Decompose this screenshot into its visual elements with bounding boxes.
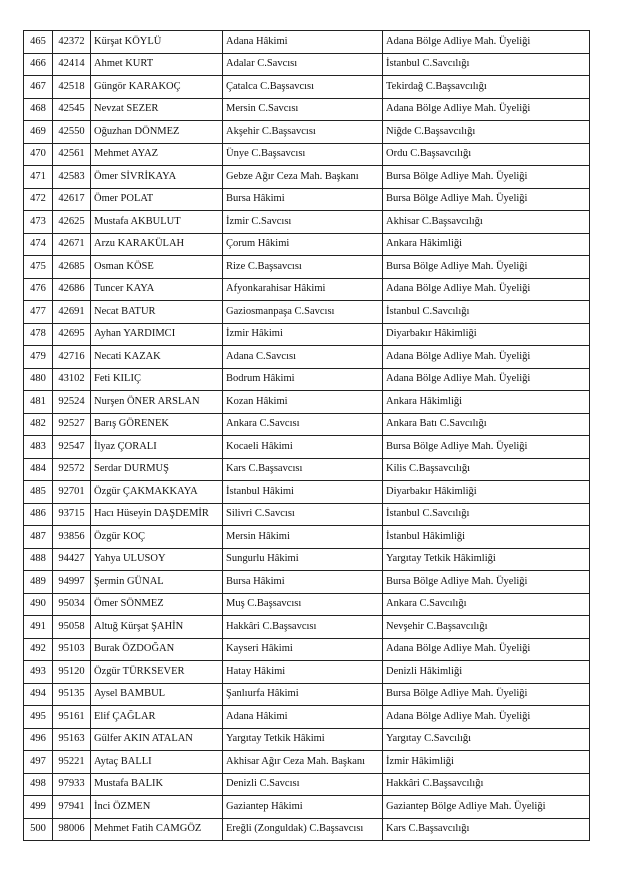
registry-number-cell: 42671 <box>53 233 91 256</box>
current-position-cell: Muş C.Başsavcısı <box>223 593 383 616</box>
new-position-cell: Bursa Bölge Adliye Mah. Üyeliği <box>383 683 590 706</box>
current-position-cell: Mersin Hâkimi <box>223 526 383 549</box>
new-position-cell: Hakkâri C.Başsavcılığı <box>383 773 590 796</box>
person-name-cell: Elif ÇAĞLAR <box>91 706 223 729</box>
registry-number-cell: 92527 <box>53 413 91 436</box>
new-position-cell: Adana Bölge Adliye Mah. Üyeliği <box>383 98 590 121</box>
registry-number-cell: 92572 <box>53 458 91 481</box>
person-name-cell: Tuncer KAYA <box>91 278 223 301</box>
row-number-cell: 466 <box>24 53 53 76</box>
new-position-cell: Yargıtay Tetkik Hâkimliği <box>383 548 590 571</box>
person-name-cell: Arzu KARAKÜLAH <box>91 233 223 256</box>
current-position-cell: Denizli C.Savcısı <box>223 773 383 796</box>
current-position-cell: Hatay Hâkimi <box>223 661 383 684</box>
person-name-cell: Özgür TÜRKSEVER <box>91 661 223 684</box>
table-row <box>24 481 590 504</box>
current-position-cell: Şanlıurfa Hâkimi <box>223 683 383 706</box>
table-row <box>24 616 590 639</box>
row-number-cell: 480 <box>24 368 53 391</box>
row-number-cell: 465 <box>24 31 53 54</box>
new-position-cell: Adana Bölge Adliye Mah. Üyeliği <box>383 638 590 661</box>
row-number-cell: 498 <box>24 773 53 796</box>
table-row <box>24 436 590 459</box>
current-position-cell: Adana Hâkimi <box>223 31 383 54</box>
table-row <box>24 706 590 729</box>
new-position-cell: Ordu C.Başsavcılığı <box>383 143 590 166</box>
table-row <box>24 661 590 684</box>
new-position-cell: Diyarbakır Hâkimliği <box>383 481 590 504</box>
current-position-cell: Gaziosmanpaşa C.Savcısı <box>223 301 383 324</box>
row-number-cell: 472 <box>24 188 53 211</box>
row-number-cell: 494 <box>24 683 53 706</box>
row-number-cell: 481 <box>24 391 53 414</box>
row-number-cell: 477 <box>24 301 53 324</box>
table-row <box>24 98 590 121</box>
current-position-cell: Bursa Hâkimi <box>223 188 383 211</box>
table-row <box>24 593 590 616</box>
registry-number-cell: 42372 <box>53 31 91 54</box>
current-position-cell: Ünye C.Başsavcısı <box>223 143 383 166</box>
person-name-cell: Mustafa AKBULUT <box>91 211 223 234</box>
person-name-cell: Yahya ULUSOY <box>91 548 223 571</box>
person-name-cell: Ahmet KURT <box>91 53 223 76</box>
person-name-cell: Şermin GÜNAL <box>91 571 223 594</box>
new-position-cell: Yargıtay C.Savcılığı <box>383 728 590 751</box>
table-row <box>24 278 590 301</box>
row-number-cell: 478 <box>24 323 53 346</box>
registry-number-cell: 95103 <box>53 638 91 661</box>
current-position-cell: Kozan Hâkimi <box>223 391 383 414</box>
new-position-cell: İstanbul C.Savcılığı <box>383 53 590 76</box>
registry-number-cell: 95058 <box>53 616 91 639</box>
current-position-cell: Bodrum Hâkimi <box>223 368 383 391</box>
table-row <box>24 728 590 751</box>
person-name-cell: Özgür ÇAKMAKKAYA <box>91 481 223 504</box>
registry-number-cell: 94997 <box>53 571 91 594</box>
person-name-cell: Hacı Hüseyin DAŞDEMİR <box>91 503 223 526</box>
new-position-cell: Gaziantep Bölge Adliye Mah. Üyeliği <box>383 796 590 819</box>
row-number-cell: 482 <box>24 413 53 436</box>
row-number-cell: 479 <box>24 346 53 369</box>
new-position-cell: Diyarbakır Hâkimliği <box>383 323 590 346</box>
table-row <box>24 31 590 54</box>
registry-number-cell: 42686 <box>53 278 91 301</box>
current-position-cell: Ankara C.Savcısı <box>223 413 383 436</box>
current-position-cell: Adana Hâkimi <box>223 706 383 729</box>
registry-number-cell: 97941 <box>53 796 91 819</box>
table-row <box>24 773 590 796</box>
table-row <box>24 188 590 211</box>
current-position-cell: İzmir Hâkimi <box>223 323 383 346</box>
table-row <box>24 53 590 76</box>
new-position-cell: Nevşehir C.Başsavcılığı <box>383 616 590 639</box>
new-position-cell: Adana Bölge Adliye Mah. Üyeliği <box>383 278 590 301</box>
table-row <box>24 368 590 391</box>
current-position-cell: İstanbul Hâkimi <box>223 481 383 504</box>
current-position-cell: Gaziantep Hâkimi <box>223 796 383 819</box>
new-position-cell: Adana Bölge Adliye Mah. Üyeliği <box>383 31 590 54</box>
table-row <box>24 818 590 841</box>
table-row <box>24 458 590 481</box>
new-position-cell: Ankara Hâkimliği <box>383 391 590 414</box>
person-name-cell: Gülfer AKIN ATALAN <box>91 728 223 751</box>
registry-number-cell: 42695 <box>53 323 91 346</box>
registry-number-cell: 42561 <box>53 143 91 166</box>
table-row <box>24 143 590 166</box>
row-number-cell: 487 <box>24 526 53 549</box>
row-number-cell: 473 <box>24 211 53 234</box>
person-name-cell: Mehmet AYAZ <box>91 143 223 166</box>
registry-number-cell: 95120 <box>53 661 91 684</box>
person-name-cell: Mehmet Fatih CAMGÖZ <box>91 818 223 841</box>
current-position-cell: Afyonkarahisar Hâkimi <box>223 278 383 301</box>
current-position-cell: Akhisar Ağır Ceza Mah. Başkanı <box>223 751 383 774</box>
person-name-cell: Aytaç BALLI <box>91 751 223 774</box>
registry-number-cell: 42617 <box>53 188 91 211</box>
new-position-cell: Ankara Hâkimliği <box>383 233 590 256</box>
new-position-cell: Adana Bölge Adliye Mah. Üyeliği <box>383 706 590 729</box>
row-number-cell: 489 <box>24 571 53 594</box>
person-name-cell: Ömer SİVRİKAYA <box>91 166 223 189</box>
current-position-cell: Kars C.Başsavcısı <box>223 458 383 481</box>
person-name-cell: Ömer POLAT <box>91 188 223 211</box>
current-position-cell: Kocaeli Hâkimi <box>223 436 383 459</box>
new-position-cell: Akhisar C.Başsavcılığı <box>383 211 590 234</box>
new-position-cell: İzmir Hâkimliği <box>383 751 590 774</box>
table-row <box>24 503 590 526</box>
current-position-cell: Adalar C.Savcısı <box>223 53 383 76</box>
person-name-cell: Nevzat SEZER <box>91 98 223 121</box>
table-row <box>24 301 590 324</box>
table-row <box>24 256 590 279</box>
registry-number-cell: 94427 <box>53 548 91 571</box>
person-name-cell: Özgür KOÇ <box>91 526 223 549</box>
current-position-cell: Bursa Hâkimi <box>223 571 383 594</box>
row-number-cell: 500 <box>24 818 53 841</box>
row-number-cell: 474 <box>24 233 53 256</box>
table-row <box>24 548 590 571</box>
table-row <box>24 346 590 369</box>
row-number-cell: 499 <box>24 796 53 819</box>
new-position-cell: Ankara C.Savcılığı <box>383 593 590 616</box>
person-name-cell: Nurşen ÖNER ARSLAN <box>91 391 223 414</box>
table-row <box>24 683 590 706</box>
registry-number-cell: 98006 <box>53 818 91 841</box>
person-name-cell: Mustafa BALIK <box>91 773 223 796</box>
current-position-cell: Hakkâri C.Başsavcısı <box>223 616 383 639</box>
registry-number-cell: 92547 <box>53 436 91 459</box>
row-number-cell: 468 <box>24 98 53 121</box>
new-position-cell: Tekirdağ C.Başsavcılığı <box>383 76 590 99</box>
new-position-cell: Bursa Bölge Adliye Mah. Üyeliği <box>383 188 590 211</box>
registry-number-cell: 42583 <box>53 166 91 189</box>
table-row <box>24 121 590 144</box>
registry-number-cell: 42691 <box>53 301 91 324</box>
table-row <box>24 413 590 436</box>
person-name-cell: Güngör KARAKOÇ <box>91 76 223 99</box>
current-position-cell: Adana C.Savcısı <box>223 346 383 369</box>
new-position-cell: İstanbul C.Savcılığı <box>383 301 590 324</box>
table-row <box>24 751 590 774</box>
row-number-cell: 475 <box>24 256 53 279</box>
current-position-cell: Ereğli (Zonguldak) C.Başsavcısı <box>223 818 383 841</box>
registry-number-cell: 42716 <box>53 346 91 369</box>
registry-number-cell: 92524 <box>53 391 91 414</box>
new-position-cell: Adana Bölge Adliye Mah. Üyeliği <box>383 346 590 369</box>
row-number-cell: 490 <box>24 593 53 616</box>
current-position-cell: Mersin C.Savcısı <box>223 98 383 121</box>
registry-number-cell: 95161 <box>53 706 91 729</box>
table-body <box>24 31 590 841</box>
person-name-cell: Serdar DURMUŞ <box>91 458 223 481</box>
registry-number-cell: 43102 <box>53 368 91 391</box>
new-position-cell: Bursa Bölge Adliye Mah. Üyeliği <box>383 256 590 279</box>
row-number-cell: 469 <box>24 121 53 144</box>
registry-number-cell: 95034 <box>53 593 91 616</box>
current-position-cell: Silivri C.Savcısı <box>223 503 383 526</box>
new-position-cell: Kars C.Başsavcılığı <box>383 818 590 841</box>
row-number-cell: 486 <box>24 503 53 526</box>
current-position-cell: Çorum Hâkimi <box>223 233 383 256</box>
new-position-cell: İstanbul C.Savcılığı <box>383 503 590 526</box>
current-position-cell: Rize C.Başsavcısı <box>223 256 383 279</box>
new-position-cell: İstanbul Hâkimliği <box>383 526 590 549</box>
row-number-cell: 467 <box>24 76 53 99</box>
new-position-cell: Bursa Bölge Adliye Mah. Üyeliği <box>383 571 590 594</box>
table-row <box>24 526 590 549</box>
row-number-cell: 493 <box>24 661 53 684</box>
registry-number-cell: 42545 <box>53 98 91 121</box>
row-number-cell: 471 <box>24 166 53 189</box>
row-number-cell: 483 <box>24 436 53 459</box>
registry-number-cell: 42625 <box>53 211 91 234</box>
current-position-cell: Sungurlu Hâkimi <box>223 548 383 571</box>
registry-number-cell: 93856 <box>53 526 91 549</box>
registry-number-cell: 42414 <box>53 53 91 76</box>
row-number-cell: 476 <box>24 278 53 301</box>
person-name-cell: İlyaz ÇORALI <box>91 436 223 459</box>
person-name-cell: Aysel BAMBUL <box>91 683 223 706</box>
current-position-cell: İzmir C.Savcısı <box>223 211 383 234</box>
registry-number-cell: 42550 <box>53 121 91 144</box>
current-position-cell: Çatalca C.Başsavcısı <box>223 76 383 99</box>
table-row <box>24 211 590 234</box>
person-name-cell: Ayhan YARDIMCI <box>91 323 223 346</box>
new-position-cell: Kilis C.Başsavcılığı <box>383 458 590 481</box>
row-number-cell: 470 <box>24 143 53 166</box>
row-number-cell: 491 <box>24 616 53 639</box>
registry-number-cell: 92701 <box>53 481 91 504</box>
person-name-cell: Osman KÖSE <box>91 256 223 279</box>
row-number-cell: 488 <box>24 548 53 571</box>
person-name-cell: Burak ÖZDOĞAN <box>91 638 223 661</box>
registry-number-cell: 42518 <box>53 76 91 99</box>
table-row <box>24 166 590 189</box>
current-position-cell: Gebze Ağır Ceza Mah. Başkanı <box>223 166 383 189</box>
new-position-cell: Bursa Bölge Adliye Mah. Üyeliği <box>383 436 590 459</box>
new-position-cell: Adana Bölge Adliye Mah. Üyeliği <box>383 368 590 391</box>
registry-number-cell: 95135 <box>53 683 91 706</box>
table-row <box>24 76 590 99</box>
table-row <box>24 323 590 346</box>
new-position-cell: Bursa Bölge Adliye Mah. Üyeliği <box>383 166 590 189</box>
person-name-cell: Necat BATUR <box>91 301 223 324</box>
registry-number-cell: 95221 <box>53 751 91 774</box>
current-position-cell: Akşehir C.Başsavcısı <box>223 121 383 144</box>
registry-number-cell: 93715 <box>53 503 91 526</box>
person-name-cell: İnci ÖZMEN <box>91 796 223 819</box>
registry-number-cell: 42685 <box>53 256 91 279</box>
registry-number-cell: 97933 <box>53 773 91 796</box>
row-number-cell: 497 <box>24 751 53 774</box>
current-position-cell: Yargıtay Tetkik Hâkimi <box>223 728 383 751</box>
row-number-cell: 485 <box>24 481 53 504</box>
person-name-cell: Kürşat KÖYLÜ <box>91 31 223 54</box>
person-name-cell: Barış GÖRENEK <box>91 413 223 436</box>
current-position-cell: Kayseri Hâkimi <box>223 638 383 661</box>
table-row <box>24 796 590 819</box>
row-number-cell: 492 <box>24 638 53 661</box>
new-position-cell: Niğde C.Başsavcılığı <box>383 121 590 144</box>
table-row <box>24 391 590 414</box>
table-row <box>24 571 590 594</box>
registry-number-cell: 95163 <box>53 728 91 751</box>
table-row <box>24 233 590 256</box>
row-number-cell: 495 <box>24 706 53 729</box>
person-name-cell: Necati KAZAK <box>91 346 223 369</box>
person-name-cell: Oğuzhan DÖNMEZ <box>91 121 223 144</box>
row-number-cell: 496 <box>24 728 53 751</box>
person-name-cell: Feti KILIÇ <box>91 368 223 391</box>
person-name-cell: Altuğ Kürşat ŞAHİN <box>91 616 223 639</box>
appointment-table <box>23 30 590 841</box>
new-position-cell: Ankara Batı C.Savcılığı <box>383 413 590 436</box>
new-position-cell: Denizli Hâkimliği <box>383 661 590 684</box>
row-number-cell: 484 <box>24 458 53 481</box>
table-row <box>24 638 590 661</box>
person-name-cell: Ömer SÖNMEZ <box>91 593 223 616</box>
